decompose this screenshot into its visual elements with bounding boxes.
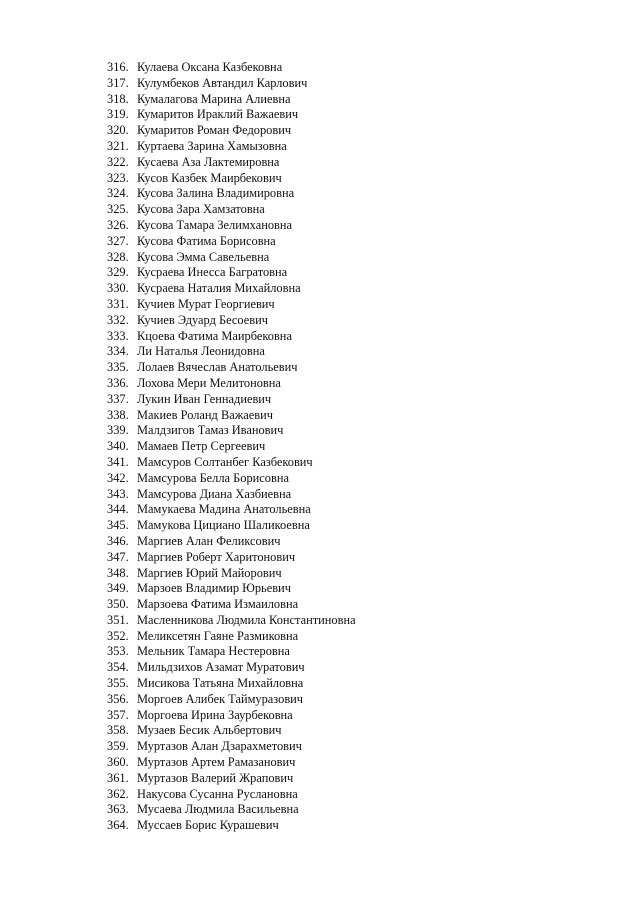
- entry-name: Моргоев Алибек Таймуразович: [137, 691, 304, 706]
- list-item: [100, 802, 356, 818]
- entry-number: 361.: [107, 770, 129, 785]
- list-item: [100, 676, 356, 692]
- list-item: [100, 218, 356, 234]
- list-item: [100, 313, 356, 329]
- list-item: [100, 502, 356, 518]
- list-item: [100, 139, 356, 155]
- entry-name: Кусаева Аза Лактемировна: [137, 154, 280, 169]
- entry-number: 334.: [107, 344, 129, 359]
- list-item: [100, 250, 356, 266]
- entry-number: 355.: [107, 676, 129, 691]
- entry-name: Меликсетян Гаяне Размиковна: [137, 628, 299, 643]
- entry-name: Кумаритов Ираклий Важаевич: [137, 107, 299, 122]
- entry-name: Муртазов Артем Рамазанович: [137, 755, 296, 770]
- entry-number: 340.: [107, 439, 129, 454]
- entry-number: 352.: [107, 628, 129, 643]
- entry-name: Мамсурова Диана Хазбиевна: [137, 486, 292, 501]
- entry-name: Лолаев Вячеслав Анатольевич: [137, 360, 298, 375]
- entry-name: Муссаев Борис Курашевич: [137, 818, 279, 833]
- entry-name: Кумалагова Марина Алиевна: [137, 91, 291, 106]
- list-item: [100, 60, 356, 76]
- entry-number: 350.: [107, 597, 129, 612]
- list-item: [100, 344, 356, 360]
- list-item: [100, 723, 356, 739]
- entry-name: Маргиев Юрий Майорович: [137, 565, 282, 580]
- list-item: [100, 107, 356, 123]
- entry-name: Муртазов Валерий Жрапович: [137, 770, 294, 785]
- entry-name: Кусов Казбек Маирбекович: [137, 170, 282, 185]
- list-item: [100, 597, 356, 613]
- entry-number: 348.: [107, 565, 129, 580]
- list-item: [100, 566, 356, 582]
- entry-number: 345.: [107, 518, 129, 533]
- name-list: [100, 60, 356, 834]
- entry-number: 325.: [107, 202, 129, 217]
- entry-number: 362.: [107, 786, 129, 801]
- entry-number: 324.: [107, 186, 129, 201]
- entry-number: 351.: [107, 612, 129, 627]
- entry-number: 317.: [107, 75, 129, 90]
- entry-name: Лохова Мери Мелитоновна: [137, 375, 281, 390]
- list-item: [100, 708, 356, 724]
- entry-number: 341.: [107, 454, 129, 469]
- entry-number: 331.: [107, 296, 129, 311]
- entry-name: Кулаева Оксана Казбековна: [137, 60, 283, 74]
- list-item: [100, 787, 356, 803]
- entry-name: Куртаева Зарина Хамызовна: [137, 138, 287, 153]
- entry-name: Мамсурова Белла Борисовна: [137, 470, 289, 485]
- entry-name: Кусова Эмма Савельевна: [137, 249, 270, 264]
- entry-name: Макиев Роланд Важаевич: [137, 407, 273, 422]
- entry-number: 333.: [107, 328, 129, 343]
- entry-number: 353.: [107, 644, 129, 659]
- entry-number: 358.: [107, 723, 129, 738]
- entry-name: Мамукова Цициано Шаликоевна: [137, 518, 310, 533]
- entry-number: 316.: [107, 60, 129, 74]
- entry-name: Мисикова Татьяна Михайловна: [137, 676, 304, 691]
- entry-name: Кучиев Мурат Георгиевич: [137, 296, 275, 311]
- entry-number: 335.: [107, 360, 129, 375]
- entry-number: 347.: [107, 549, 129, 564]
- list-item: [100, 392, 356, 408]
- list-item: [100, 550, 356, 566]
- entry-number: 338.: [107, 407, 129, 422]
- entry-name: Муртазов Алан Дзарахметович: [137, 739, 302, 754]
- list-item: [100, 455, 356, 471]
- entry-number: 329.: [107, 265, 129, 280]
- list-item: [100, 376, 356, 392]
- list-item: [100, 281, 356, 297]
- entry-number: 339.: [107, 423, 129, 438]
- entry-number: 346.: [107, 533, 129, 548]
- entry-name: Музаев Бесик Альбертович: [137, 723, 282, 738]
- list-item: [100, 613, 356, 629]
- entry-name: Кумаритов Роман Федорович: [137, 123, 292, 138]
- entry-number: 320.: [107, 123, 129, 138]
- entry-name: Ли Наталья Леонидовна: [137, 344, 265, 359]
- list-item: [100, 660, 356, 676]
- list-item: [100, 155, 356, 171]
- list-item: [100, 408, 356, 424]
- list-item: [100, 297, 356, 313]
- entry-number: 336.: [107, 375, 129, 390]
- entry-number: 349.: [107, 581, 129, 596]
- entry-name: Мельник Тамара Нестеровна: [137, 644, 290, 659]
- entry-name: Кулумбеков Автандил Карлович: [137, 75, 308, 90]
- entry-name: Малдзигов Тамаз Иванович: [137, 423, 284, 438]
- entry-number: 323.: [107, 170, 129, 185]
- entry-number: 328.: [107, 249, 129, 264]
- entry-name: Кусраева Инесса Багратовна: [137, 265, 288, 280]
- entry-number: 357.: [107, 707, 129, 722]
- entry-number: 363.: [107, 802, 129, 817]
- list-item: [100, 471, 356, 487]
- list-item: [100, 692, 356, 708]
- entry-name: Марзоев Владимир Юрьевич: [137, 581, 291, 596]
- entry-number: 327.: [107, 233, 129, 248]
- entry-number: 321.: [107, 138, 129, 153]
- entry-number: 360.: [107, 755, 129, 770]
- list-item: [100, 581, 356, 597]
- entry-name: Кусраева Наталия Михайловна: [137, 281, 301, 296]
- list-item: [100, 423, 356, 439]
- entry-name: Марзоева Фатима Измаиловна: [137, 597, 299, 612]
- entry-number: 332.: [107, 312, 129, 327]
- entry-name: Кучиев Эдуард Бесоевич: [137, 312, 268, 327]
- entry-name: Мамсуров Солтанбег Казбекович: [137, 454, 313, 469]
- entry-name: Кцоева Фатима Маирбековна: [137, 328, 292, 343]
- list-item: [100, 755, 356, 771]
- list-item: [100, 771, 356, 787]
- entry-name: Моргоева Ирина Заурбековна: [137, 707, 293, 722]
- entry-number: 342.: [107, 470, 129, 485]
- entry-number: 344.: [107, 502, 129, 517]
- entry-name: Кусова Залина Владимировна: [137, 186, 295, 201]
- entry-number: 364.: [107, 818, 129, 833]
- list-item: [100, 202, 356, 218]
- entry-number: 330.: [107, 281, 129, 296]
- entry-number: 356.: [107, 691, 129, 706]
- list-item: [100, 329, 356, 345]
- entry-number: 319.: [107, 107, 129, 122]
- entry-name: Мамукаева Мадина Анатольевна: [137, 502, 311, 517]
- list-item: [100, 265, 356, 281]
- entry-name: Кусова Фатима Борисовна: [137, 233, 276, 248]
- list-item: [100, 171, 356, 187]
- entry-name: Маргиев Алан Феликсович: [137, 533, 281, 548]
- list-item: [100, 818, 356, 834]
- entry-number: 337.: [107, 391, 129, 406]
- list-item: [100, 439, 356, 455]
- list-item: [100, 76, 356, 92]
- entry-name: Мамаев Петр Сергеевич: [137, 439, 266, 454]
- entry-name: Масленникова Людмила Константиновна: [137, 612, 356, 627]
- list-item: [100, 123, 356, 139]
- list-item: [100, 644, 356, 660]
- entry-name: Накусова Сусанна Руслановна: [137, 786, 298, 801]
- list-item: [100, 92, 356, 108]
- list-item: [100, 487, 356, 503]
- entry-name: Маргиев Роберт Харитонович: [137, 549, 296, 564]
- list-item: [100, 360, 356, 376]
- entry-number: 318.: [107, 91, 129, 106]
- list-item: [100, 518, 356, 534]
- list-item: [100, 234, 356, 250]
- list-item: [100, 186, 356, 202]
- entry-name: Мусаева Людмила Васильевна: [137, 802, 299, 817]
- list-item: [100, 739, 356, 755]
- entry-number: 326.: [107, 217, 129, 232]
- entry-name: Лукин Иван Геннадиевич: [137, 391, 272, 406]
- list-item: [100, 629, 356, 645]
- entry-name: Мильдзихов Азамат Муратович: [137, 660, 305, 675]
- entry-number: 343.: [107, 486, 129, 501]
- entry-number: 322.: [107, 154, 129, 169]
- entry-name: Кусова Зара Хамзатовна: [137, 202, 265, 217]
- entry-name: Кусова Тамара Зелимхановна: [137, 217, 293, 232]
- list-item: [100, 534, 356, 550]
- entry-number: 359.: [107, 739, 129, 754]
- entry-number: 354.: [107, 660, 129, 675]
